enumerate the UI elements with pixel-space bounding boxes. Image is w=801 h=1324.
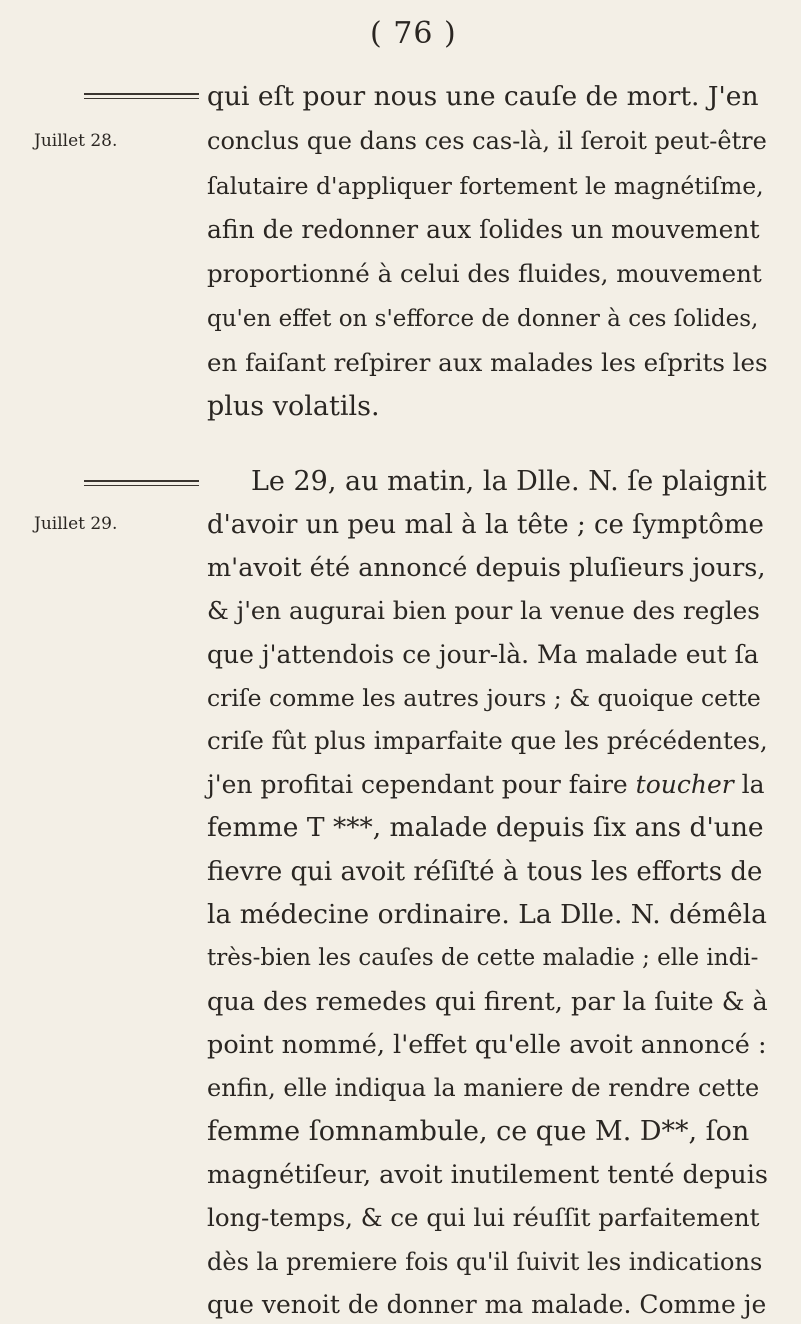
text-line: point nommé, l'effet qu'elle avoit annoncé : — [207, 1029, 767, 1060]
italic-word: toucher — [635, 769, 734, 799]
text-line: dès la premiere fois qu'il ſuivit les indications — [207, 1247, 763, 1276]
text-segment: la — [741, 769, 765, 799]
text-line: en faiſant reſpirer aux malades les eſprits les — [207, 347, 768, 377]
text-line: la médecine ordinaire. La Dlle. N. démêla — [207, 898, 767, 930]
text-line: magnétiſeur, avoit inutilement tenté depuis — [207, 1159, 768, 1190]
text-segment: j'en profitai cependant pour faire — [207, 769, 628, 799]
text-line: ſalutaire d'appliquer fortement le magnétiſme, — [207, 171, 764, 200]
text-line: plus volatils. — [207, 391, 380, 423]
text-line: femme T ***, malade depuis ſix ans d'une — [207, 812, 764, 844]
text-line: que venoit de donner ma malade. Comme je — [207, 1290, 767, 1319]
text-line: fievre qui avoit réſiſté à tous les efforts de — [207, 856, 763, 887]
text-line: conclus que dans ces cas-là, il ſeroit peut-être — [207, 127, 767, 156]
section-rule-1 — [84, 93, 199, 99]
text-line: que j'attendois ce jour-là. Ma malade eut ſa — [207, 639, 759, 669]
text-line: qu'en effet on s'efforce de donner à ces ſolides, — [207, 305, 759, 332]
text-line: enfin, elle indiqua la maniere de rendre cette — [207, 1074, 760, 1103]
text-line: afin de redonner aux ſolides un mouvement — [207, 214, 760, 244]
section-rule-2 — [84, 480, 199, 486]
text-line: long-temps, & ce qui lui réuſſit parfaitement — [207, 1203, 760, 1233]
text-line: Le 29, au matin, la Dlle. N. ſe plaignit — [251, 466, 767, 498]
page-number: ( 76 ) — [370, 16, 457, 51]
text-line: qua des remedes qui firent, par la ſuite & à — [207, 986, 768, 1017]
text-line: qui eſt pour nous une cauſe de mort. J'en — [207, 81, 759, 112]
text-line: d'avoir un peu mal à la tête ; ce ſymptôme — [207, 509, 764, 540]
text-line: très-bien les cauſes de cette maladie ; elle indi- — [207, 945, 759, 972]
text-line: criſe fût plus imparfaite que les précédentes, — [207, 726, 768, 756]
text-line: criſe comme les autres jours ; & quoique cette — [207, 684, 761, 713]
text-line — [207, 770, 765, 800]
text-line: proportionné à celui des fluides, mouvement — [207, 259, 762, 289]
text-line: m'avoit été annoncé depuis pluſieurs jours, — [207, 553, 766, 584]
margin-note-date-2: Juillet 29. — [34, 513, 118, 534]
margin-note-date-1: Juillet 28. — [34, 131, 118, 152]
text-line: & j'en augurai bien pour la venue des regles — [207, 596, 760, 626]
text-line: femme ſomnambule, ce que M. D**, ſon — [207, 1115, 750, 1147]
